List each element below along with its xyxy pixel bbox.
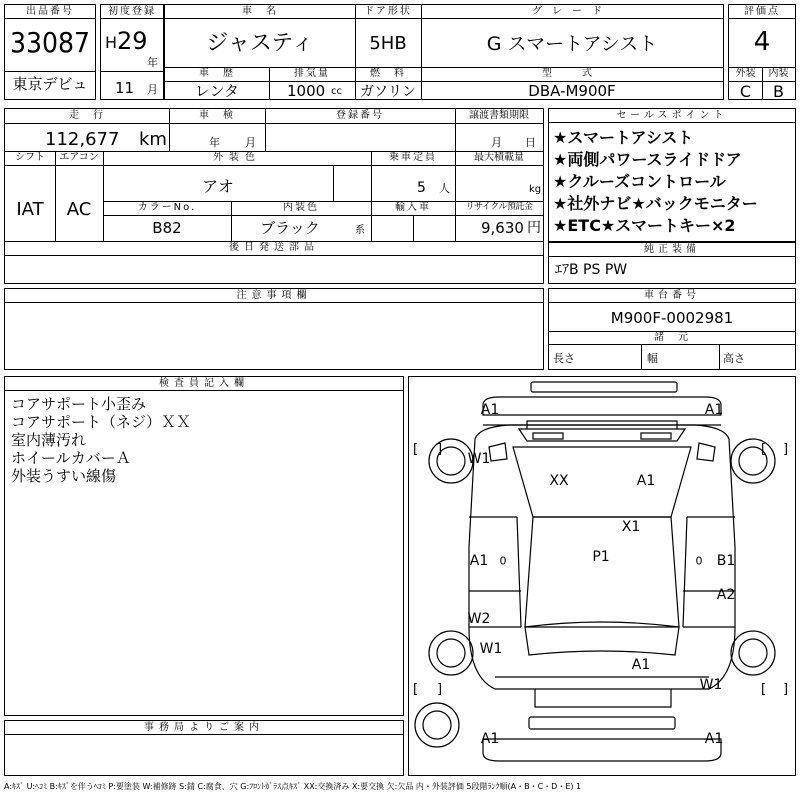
bracket-left-rear-close: ] [437,682,443,697]
bracket-right-rear-close: ] [783,682,789,697]
later-parts-label: 後日発送部品 [229,242,319,253]
inspector-note-1: コアサポート小歪み [11,395,147,413]
capacity-label: 乗車定員 [389,152,437,163]
car-name: ジャスティ [206,31,314,56]
model-code: DBA-M900F [528,82,616,100]
bracket-right-rear: [ [761,682,767,697]
reg-number-label: 登録番号 [336,110,384,121]
inspector-label: 検査員記入欄 [5,377,403,391]
shift-label: シフト [15,152,45,163]
notes-label: 注意事項欄 [5,289,543,303]
info-table [4,108,544,284]
dims-label: 諸 元 [549,331,795,345]
displacement-unit: cc [331,86,342,97]
transfer-label: 譲渡書類期限 [469,110,529,121]
mark-door-right: B1 [716,553,736,569]
venue: 東京デビュ [12,75,88,93]
first-reg-year: 29 [117,27,148,55]
chassis-label: 車台番号 [549,289,795,303]
bracket-left-front: [ [413,442,419,457]
max-load-unit: kg [529,184,542,195]
history-label: 車 歴 [199,68,235,79]
exterior-grade: C [739,82,752,101]
fuel: ガソリン [360,84,416,100]
max-load-label: 最大積載量 [474,152,524,163]
lot-number-box [4,4,96,100]
shift: IAT [16,199,44,220]
score-box [728,4,796,100]
sales-point-3: ★クルーズコントロール [553,172,726,191]
chassis-number: M900F-0002981 [610,309,734,327]
int-color-suffix: 系 [355,225,365,236]
era: H [105,33,118,52]
chassis-box [548,288,796,370]
car-name-label: 車 名 [165,5,355,19]
inspector-note-2: コアサポート（ネジ）ＸＸ [11,413,192,431]
mark-quarter-left-upper: W2 [467,611,491,627]
mark-hood-right: A1 [636,473,656,489]
mark-door-left: A1 [469,553,489,569]
mark-front-right: A1 [704,402,724,418]
mark-hood-left: XX [549,473,569,489]
width-label: 幅 [647,352,658,365]
mark-rear-center: A1 [631,657,651,673]
inspection-month-unit: 月 [245,136,256,149]
sales-points-box [548,108,796,242]
interior-grade-label: 内装 [768,68,789,79]
sales-points-label: セールスポイント [549,109,795,123]
year-unit: 年 [147,56,158,69]
mark-roof-center: P1 [592,549,610,565]
equipment-value: ｴｱB PS PW [555,262,628,278]
door-label: ドア形状 [355,5,421,19]
inspector-box [4,376,404,716]
mark-quarter-right: W1 [699,677,723,693]
mileage-label: 走 行 [69,110,105,121]
bracket-right-front: [ [761,442,767,457]
color-no: B82 [152,219,182,237]
lot-number-label: 出品番号 [5,5,95,19]
capacity-unit: 人 [439,182,450,195]
door-type: 5HB [369,33,407,54]
mark-rear-left: A1 [480,731,500,747]
month-unit: 月 [147,83,158,96]
displacement: 1000 [287,82,326,100]
equipment-label: 純正装備 [549,243,795,257]
displacement-label: 排気量 [294,68,330,79]
mark-rear-right: A1 [704,731,724,747]
first-reg-month: 11 [115,79,135,97]
car-outline-diagram [409,377,795,775]
score-label: 評価点 [729,5,795,19]
car-diagram-box [408,376,796,776]
exterior-grade-label: 外装 [735,68,756,79]
grade-label: グレード [421,5,723,19]
int-color: ブラック [260,219,320,237]
bracket-left-front-close: ] [437,442,443,457]
legend: A:ｷｽﾞ U:ﾍｺﾐ B:ｷｽﾞを伴うﾍｺﾐ P:要塗装 W:補修跡 S:錆 C:腐食、穴 G:ﾌﾛﾝﾄｶﾞﾗｽ点ｷｽﾞ XX:交換済み X:要交換 欠:欠品 内・外装評価 5段階ﾗﾝｸ順(A・B・C・D・E) 1 [4,782,582,791]
inspection-year-unit: 年 [209,136,220,149]
import-label: 輸入車 [395,202,431,213]
mark-fender-left: W1 [467,451,491,467]
transfer-day-unit: 日 [525,136,536,149]
mark-rear-door-right: A2 [716,587,736,603]
length-label: 長さ [553,352,575,365]
score: 4 [753,27,771,57]
ac: AC [66,199,92,220]
mark-front-left: A1 [480,402,500,418]
history: レンタ [194,82,240,100]
int-color-label: 内装色 [283,202,319,213]
sales-point-4: ★社外ナビ★バックモニター [553,194,758,213]
recycle-unit: 円 [527,220,541,236]
interior-grade: B [773,82,784,101]
recycle-fee: 9,630 [481,219,524,237]
height-label: 高さ [723,352,745,365]
first-registration-box [100,4,164,100]
fuel-label: 燃 料 [370,68,406,79]
recycle-label: リサイクル預託金 [465,202,533,212]
inspection-label: 車 検 [199,110,235,121]
transfer-month-unit: 月 [491,136,502,149]
inspector-note-4: ホイールカバーＡ [11,449,131,467]
sales-point-2: ★両側パワースライドドア [553,150,742,169]
office-label: 事務局よりご案内 [5,721,403,735]
notes-box [4,288,544,370]
ext-color: アオ [202,177,234,196]
model-code-label: 型 式 [542,68,602,79]
mark-door-right-zero: 0 [695,554,703,568]
inspector-note-5: 外装うすい線傷 [11,467,117,485]
lot-number: 33087 [9,26,91,59]
mark-roof-front: X1 [621,519,641,535]
sales-point-1: ★スマートアシスト [553,128,694,147]
office-box [4,720,404,776]
bracket-left-rear: [ [413,682,419,697]
sales-point-5: ★ETC★スマートキー×2 [553,216,736,235]
mark-door-left-zero: 0 [499,554,507,568]
top-main-box [164,4,724,100]
ac-label: エアコン [59,152,99,163]
first-reg-label: 初度登録 [101,5,163,19]
capacity: 5 [417,180,426,196]
grade: G スマートアシスト [486,33,658,55]
color-no-label: カラーNo. [137,202,197,213]
mark-quarter-left: W1 [479,641,503,657]
ext-color-label: 外装色 [213,152,261,163]
inspector-note-3: 室内薄汚れ [11,431,87,449]
mileage-unit: km [139,129,167,150]
bracket-right-front-close: ] [783,442,789,457]
mileage: 112,677 [45,129,120,150]
equipment-box [548,242,796,284]
